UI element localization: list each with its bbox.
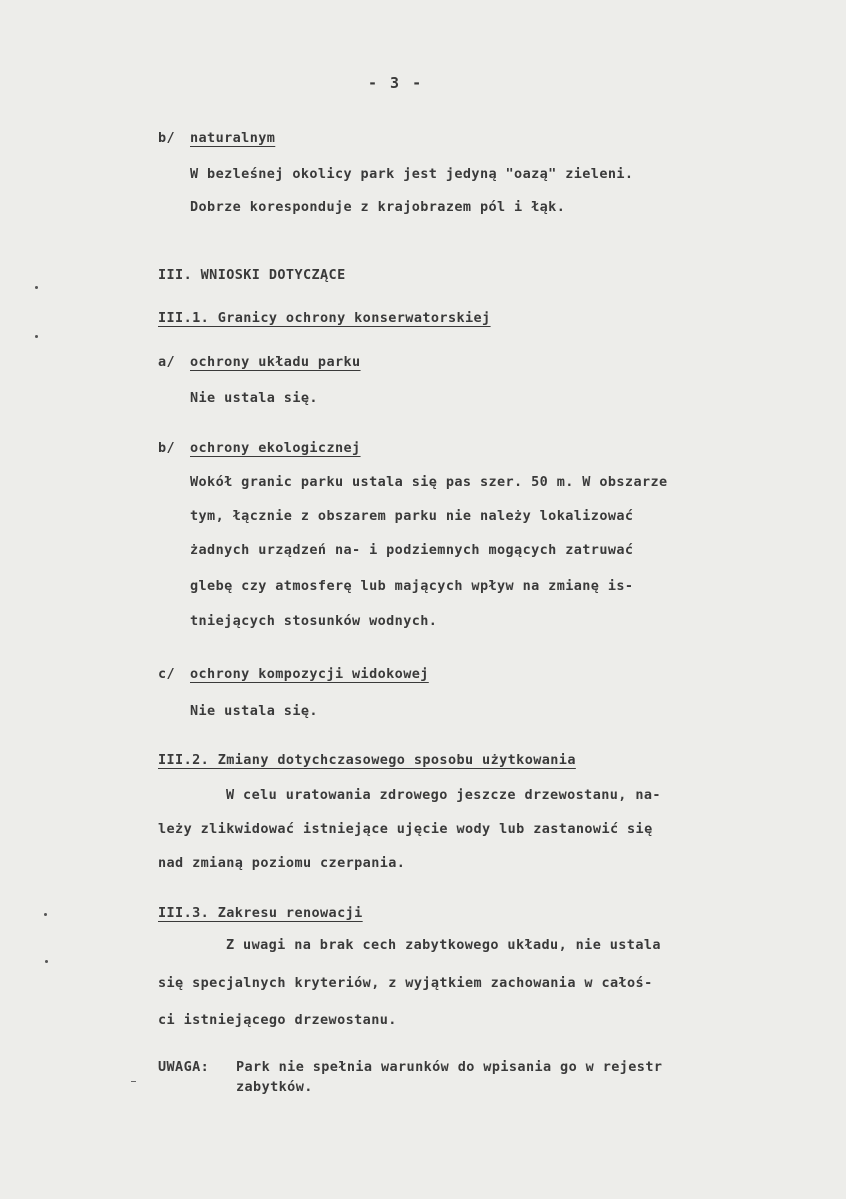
item-heading: ochrony ekologicznej <box>190 440 361 456</box>
note-line: zabytków. <box>236 1079 313 1095</box>
paragraph-line: żadnych urządzeń na- i podziemnych mogących zatruwać <box>190 542 634 558</box>
paragraph-line: nad zmianą poziomu czerpania. <box>158 855 406 871</box>
paragraph-line: W bezleśnej okolicy park jest jedyną "oazą" zieleni. <box>190 166 634 182</box>
paragraph-line: glebę czy atmosferę lub mających wpływ na zmianę is- <box>190 578 634 594</box>
item-marker: b/ <box>158 440 176 456</box>
paragraph-line: W celu uratowania zdrowego jeszcze drzewostanu, na- <box>226 787 661 803</box>
item-marker: b/ <box>158 130 176 146</box>
item-marker: a/ <box>158 354 176 370</box>
page-number: - 3 - <box>368 74 424 92</box>
item-marker: c/ <box>158 666 176 682</box>
section-title: III. WNIOSKI DOTYCZĄCE <box>158 267 346 283</box>
margin-dot <box>44 913 47 916</box>
paragraph-line: Nie ustala się. <box>190 703 318 719</box>
subsection-heading: III.2. Zmiany dotychczasowego sposobu użytkowania <box>158 752 576 768</box>
note-line: Park nie spełnia warunków do wpisania go w rejestr <box>236 1059 663 1075</box>
paragraph-line: Dobrze koresponduje z krajobrazem pól i łąk. <box>190 199 566 215</box>
subsection-heading: III.3. Zakresu renowacji <box>158 905 363 921</box>
note-label: UWAGA: <box>158 1059 210 1075</box>
item-heading: naturalnym <box>190 130 276 146</box>
paragraph-line: się specjalnych kryteriów, z wyjątkiem zachowania w całoś- <box>158 975 653 991</box>
margin-dot <box>35 335 38 338</box>
subsection-heading: III.1. Granicy ochrony konserwatorskiej <box>158 310 491 326</box>
margin-dot <box>35 286 38 289</box>
paragraph-line: Wokół granic parku ustala się pas szer. 50 m. W obszarze <box>190 474 668 490</box>
margin-dot <box>45 960 48 963</box>
paragraph-line: Nie ustala się. <box>190 390 318 406</box>
paragraph-line: ci istniejącego drzewostanu. <box>158 1012 397 1028</box>
paragraph-line: tym, łącznie z obszarem parku nie należy lokalizować <box>190 508 634 524</box>
item-heading: ochrony układu parku <box>190 354 361 370</box>
paragraph-line: Z uwagi na brak cech zabytkowego układu, nie ustala <box>226 937 661 953</box>
paragraph-line: tniejących stosunków wodnych. <box>190 613 438 629</box>
paragraph-line: leży zlikwidować istniejące ujęcie wody lub zastanowić się <box>158 821 653 837</box>
margin-dash <box>131 1081 136 1082</box>
item-heading: ochrony kompozycji widokowej <box>190 666 429 682</box>
